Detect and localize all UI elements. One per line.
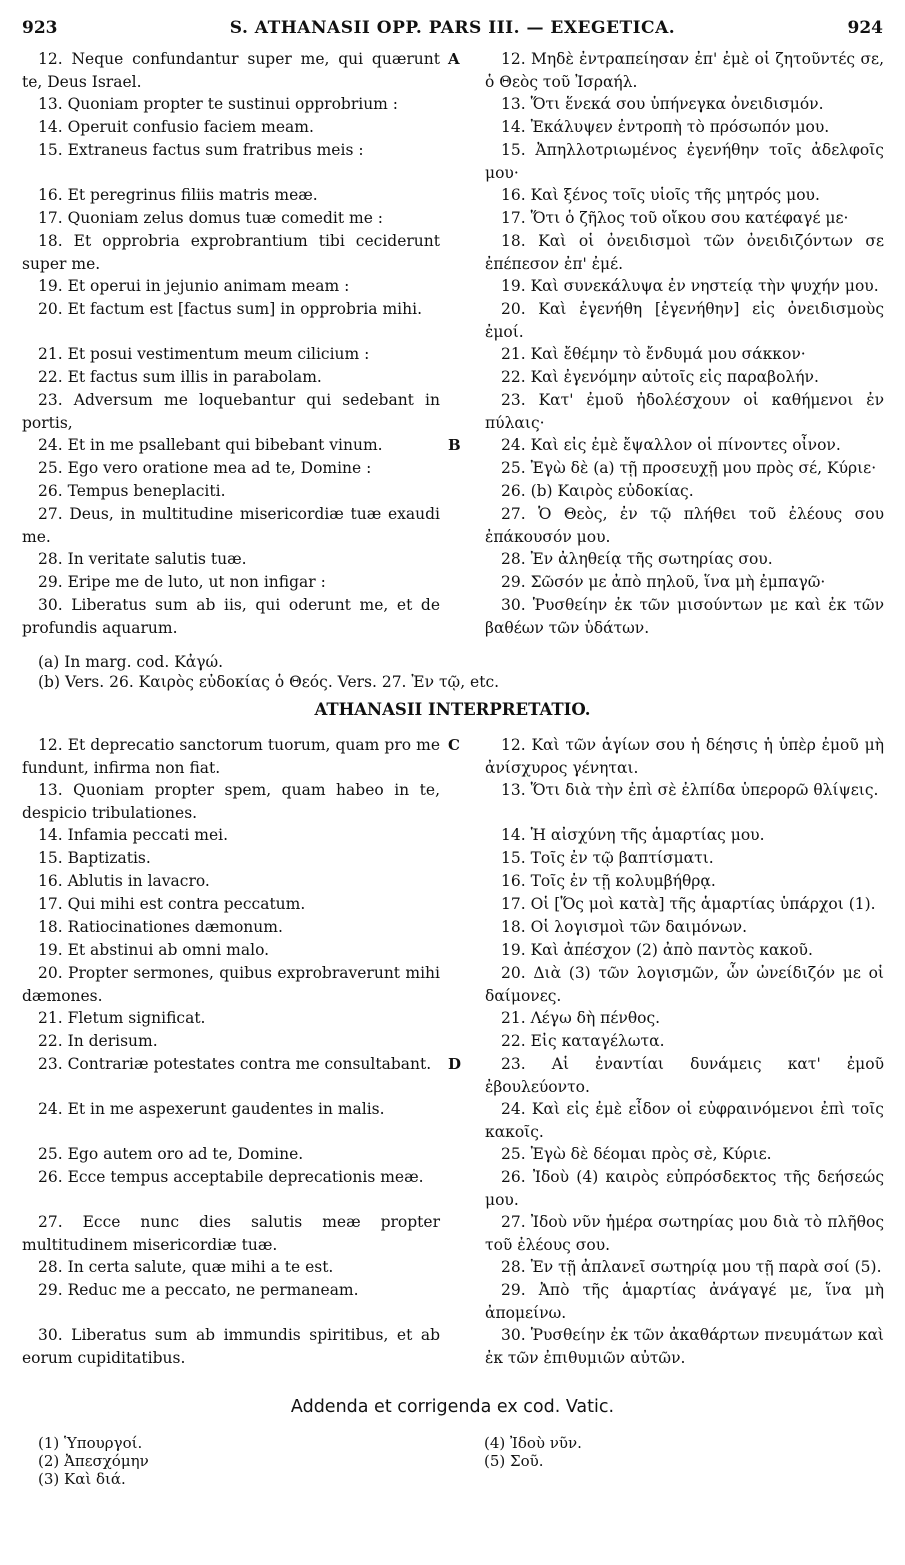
greek-verse: 16. Τοῖς ἐν τῇ κολυμβήθρᾳ. (501, 872, 716, 890)
greek-verse: 16. Καὶ ξένος τοῖς υἱοῖς τῆς μητρός μου. (501, 186, 820, 204)
verse-row (22, 939, 884, 962)
verse-row (22, 962, 884, 1007)
greek-verse: 27. Ὁ Θεὸς, ἐν τῷ πλήθει τοῦ ἐλέους σου ἐπάκουσόν μου. (485, 505, 884, 546)
verse-row (22, 389, 884, 434)
verse-row (22, 916, 884, 939)
verse-row (22, 1030, 884, 1053)
verse-row (22, 230, 884, 275)
greek-verse: 27. Ἰδοὺ νῦν ἡμέρα σωτηρίας μου διὰ τὸ πλῆθος τοῦ ἐλέους σου. (485, 1213, 884, 1254)
latin-verse: 20. Propter sermones, quibus exprobraverunt mihi dæmones. (22, 964, 440, 1005)
verse-row (22, 343, 884, 366)
verse-row (22, 779, 884, 824)
addenda-note: (2) Ἀπεσχόμην (38, 1452, 149, 1470)
margin-letter: B (448, 436, 461, 454)
latin-verse: 30. Liberatus sum ab immundis spiritibus, et ab eorum cupiditatibus. (22, 1326, 440, 1367)
greek-verse: 18. Οἱ λογισμοὶ τῶν δαιμόνων. (501, 918, 748, 936)
greek-verse: 20. Διὰ (3) τῶν λογισμῶν, ὧν ὠνείδιζόν με οἱ δαίμονες. (485, 964, 884, 1005)
addenda-note: (3) Καὶ διά. (38, 1470, 126, 1488)
section-title: ATHANASII INTERPRETATIO. (314, 700, 591, 719)
verse-row (22, 870, 884, 893)
latin-verse: 12. Et deprecatio sanctorum tuorum, quam pro me fundunt, infirma non fiat. (22, 736, 440, 777)
greek-verse: 15. Τοῖς ἐν τῷ βαπτίσματι. (501, 849, 714, 867)
latin-verse: 21. Et posui vestimentum meum cilicium : (38, 345, 370, 363)
verse-row (22, 1007, 884, 1030)
latin-verse: 22. Et factus sum illis in parabolam. (38, 368, 322, 386)
latin-verse: 18. Et opprobria exprobrantium tibi ceciderunt super me. (22, 232, 440, 273)
greek-verse: 20. Καὶ ἐγενήθη [ἐγενήθην] εἰς ὀνειδισμοὺς ἐμοί. (485, 300, 884, 341)
greek-verse: 12. Καὶ τῶν ἁγίων σου ἡ δέησις ἡ ὑπὲρ ἐμοῦ μὴ ἀνίσχυρος γένηται. (485, 736, 884, 777)
addenda-notes-right (484, 1434, 582, 1470)
latin-verse: 14. Operuit confusio faciem meam. (38, 118, 314, 136)
latin-verse: 13. Quoniam propter te sustinui opprobrium : (38, 95, 399, 113)
latin-verse: 23. Adversum me loquebantur qui sedebant in portis, (22, 391, 440, 432)
latin-verse: 12. Neque confundantur super me, qui quærunt te, Deus Israel. (22, 50, 440, 91)
verse-row (22, 184, 884, 207)
greek-verse: 21. Λέγω δὴ πένθος. (501, 1009, 661, 1027)
verse-row (22, 1098, 884, 1143)
greek-verse: 29. Ἀπὸ τῆς ἁμαρτίας ἀνάγαγέ με, ἵνα μὴ ἀπομείνω. (485, 1281, 884, 1322)
verse-row (22, 1143, 884, 1166)
verse-row (22, 298, 884, 343)
greek-verse: 17. Ὅτι ὁ ζῆλος τοῦ οἴκου σου κατέφαγέ με· (501, 209, 849, 227)
verse-row (22, 93, 884, 116)
greek-verse: 30. Ῥυσθείην ἐκ τῶν μισούντων με καὶ ἐκ τῶν βαθέων τῶν ὑδάτων. (485, 596, 884, 637)
greek-verse: 22. Καὶ ἐγενόμην αὐτοῖς εἰς παραβολήν. (501, 368, 819, 386)
addenda-title: Addenda et corrigenda ex cod. Vatic. (290, 1397, 615, 1417)
footnote-b: (b) Vers. 26. Καιρὸς εὐδοκίας ὁ Θεός. Vers. 27. Ἐν τῷ, etc. (38, 673, 500, 691)
verse-row (22, 1166, 884, 1211)
margin-letter: C (448, 736, 460, 754)
verse-row (22, 1279, 884, 1324)
greek-verse: 14. Ἐκάλυψεν ἐντροπὴ τὸ πρόσωπόν μου. (501, 118, 830, 136)
page-number-right: 924 (847, 18, 883, 38)
interpretation-parallel (22, 734, 884, 1369)
verse-row (22, 48, 884, 93)
latin-verse: 17. Quoniam zelus domus tuæ comedit me : (38, 209, 384, 227)
running-title: S. ATHANASII OPP. PARS III. — EXEGETICA. (229, 18, 676, 38)
verse-row (22, 824, 884, 847)
verse-row (22, 893, 884, 916)
footnotes (38, 652, 878, 692)
latin-verse: 25. Ego vero oratione mea ad te, Domine : (38, 459, 372, 477)
verse-row (22, 847, 884, 870)
latin-verse: 24. Et in me aspexerunt gaudentes in malis. (38, 1100, 385, 1118)
latin-verse: 19. Et operui in jejunio animam meam : (38, 277, 350, 295)
greek-verse: 26. (b) Καιρὸς εὐδοκίας. (501, 482, 694, 500)
latin-verse: 21. Fletum significat. (38, 1009, 206, 1027)
greek-verse: 19. Καὶ ἀπέσχον (2) ἀπὸ παντὸς κακοῦ. (501, 941, 813, 959)
latin-verse: 26. Tempus beneplaciti. (38, 482, 226, 500)
greek-verse: 17. Οἱ [Ὅς μοὶ κατὰ] τῆς ἁμαρτίας ὑπάρχοι (1). (501, 895, 876, 913)
greek-verse: 13. Ὅτι ἕνεκά σου ὑπήνεγκα ὀνειδισμόν. (501, 95, 824, 113)
latin-verse: 14. Infamia peccati mei. (38, 826, 229, 844)
greek-verse: 22. Εἰς καταγέλωτα. (501, 1032, 665, 1050)
greek-verse: 26. Ἰδοὺ (4) καιρὸς εὐπρόσδεκτος τῆς δεήσεώς μου. (485, 1168, 884, 1209)
greek-verse: 18. Καὶ οἱ ὀνειδισμοὶ τῶν ὀνειδιζόντων σε ἐπέπεσον ἐπ' ἐμέ. (485, 232, 884, 273)
greek-verse: 24. Καὶ εἰς ἐμὲ ἔψαλλον οἱ πίνοντες οἶνον. (501, 436, 841, 454)
latin-verse: 22. In derisum. (38, 1032, 158, 1050)
greek-verse: 28. Ἐν τῇ ἀπλανεῖ σωτηρίᾳ μου τῇ παρὰ σοί (5). (501, 1258, 882, 1276)
latin-verse: 23. Contrariæ potestates contra me consultabant. (38, 1055, 432, 1073)
psalm-text-parallel (22, 48, 884, 639)
latin-verse: 17. Qui mihi est contra peccatum. (38, 895, 306, 913)
greek-verse: 24. Καὶ εἰς ἐμὲ εἶδον οἱ εὐφραινόμενοι ἐπὶ τοῖς κακοῖς. (485, 1100, 884, 1141)
verse-row (22, 480, 884, 503)
greek-verse: 23. Κατ' ἐμοῦ ἠδολέσχουν οἱ καθήμενοι ἐν πύλαις· (485, 391, 884, 432)
page-number-left: 923 (22, 18, 58, 38)
verse-row (22, 594, 884, 639)
addenda-note: (4) Ἰδοὺ νῦν. (484, 1434, 582, 1452)
verse-row (22, 1324, 884, 1369)
latin-verse: 16. Et peregrinus filiis matris meæ. (38, 186, 318, 204)
verse-row (22, 1211, 884, 1256)
latin-verse: 27. Deus, in multitudine misericordiæ tuæ exaudi me. (22, 505, 440, 546)
greek-verse: 15. Ἀπηλλοτριωμένος ἐγενήθην τοῖς ἀδελφοῖς μου· (485, 141, 884, 182)
verse-row (22, 139, 884, 184)
verse-row (22, 1256, 884, 1279)
latin-verse: 29. Eripe me de luto, ut non infigar : (38, 573, 326, 591)
verse-row (22, 275, 884, 298)
greek-verse: 13. Ὅτι διὰ τὴν ἐπὶ σὲ ἐλπίδα ὑπερορῶ θλίψεις. (501, 781, 879, 799)
latin-verse: 15. Extraneus factus sum fratribus meis : (38, 141, 364, 159)
latin-verse: 27. Ecce nunc dies salutis meæ propter multitudinem misericordiæ tuæ. (22, 1213, 440, 1254)
greek-verse: 25. Ἐγὼ δὲ (a) τῇ προσευχῇ μου πρὸς σέ, Κύριε· (501, 459, 877, 477)
page-header (22, 18, 883, 42)
latin-verse: 19. Et abstinui ab omni malo. (38, 941, 270, 959)
verse-row (22, 734, 884, 779)
verse-row (22, 207, 884, 230)
margin-letter: A (448, 50, 460, 68)
greek-verse: 12. Μηδὲ ἐντραπείησαν ἐπ' ἐμὲ οἱ ζητοῦντές σε, ὁ Θεὸς τοῦ Ἰσραήλ. (485, 50, 884, 91)
latin-verse: 25. Ego autem oro ad te, Domine. (38, 1145, 304, 1163)
greek-verse: 23. Αἱ ἐναντίαι δυνάμεις κατ' ἐμοῦ ἐβουλεύοντο. (485, 1055, 884, 1096)
verse-row (22, 366, 884, 389)
verse-row (22, 116, 884, 139)
latin-verse: 13. Quoniam propter spem, quam habeo in te, despicio tribulationes. (22, 781, 440, 822)
verse-row (22, 457, 884, 480)
addenda-notes-left (38, 1434, 149, 1488)
verse-row (22, 1053, 884, 1098)
greek-verse: 30. Ῥυσθείην ἐκ τῶν ἀκαθάρτων πνευμάτων καὶ ἐκ τῶν ἐπιθυμιῶν αὐτῶν. (485, 1326, 884, 1367)
greek-verse: 14. Ἡ αἰσχύνη τῆς ἁμαρτίας μου. (501, 826, 765, 844)
latin-verse: 28. In veritate salutis tuæ. (38, 550, 247, 568)
greek-verse: 28. Ἐν ἀληθείᾳ τῆς σωτηρίας σου. (501, 550, 773, 568)
greek-verse: 29. Σῶσόν με ἀπὸ πηλοῦ, ἵνα μὴ ἐμπαγῶ· (501, 573, 826, 591)
latin-verse: 28. In certa salute, quæ mihi a te est. (38, 1258, 334, 1276)
verse-row (22, 571, 884, 594)
margin-letter: D (448, 1055, 462, 1073)
latin-verse: 16. Ablutis in lavacro. (38, 872, 210, 890)
verse-row (22, 434, 884, 457)
addenda-note: (5) Σοῦ. (484, 1452, 544, 1470)
verse-row (22, 503, 884, 548)
latin-verse: 24. Et in me psallebant qui bibebant vinum. (38, 436, 383, 454)
addenda-note: (1) Ὑπουργοί. (38, 1434, 143, 1452)
latin-verse: 20. Et factum est [factus sum] in opprobria mihi. (38, 300, 422, 318)
greek-verse: 25. Ἐγὼ δὲ δέομαι πρὸς σὲ, Κύριε. (501, 1145, 772, 1163)
latin-verse: 29. Reduc me a peccato, ne permaneam. (38, 1281, 359, 1299)
latin-verse: 30. Liberatus sum ab iis, qui oderunt me, et de profundis aquarum. (22, 596, 440, 637)
verse-row (22, 548, 884, 571)
latin-verse: 26. Ecce tempus acceptabile deprecationis meæ. (38, 1168, 424, 1186)
footnote-a: (a) In marg. cod. Κἀγώ. (38, 653, 224, 671)
greek-verse: 19. Καὶ συνεκάλυψα ἐν νηστείᾳ τὴν ψυχήν μου. (501, 277, 879, 295)
latin-verse: 18. Ratiocinationes dæmonum. (38, 918, 283, 936)
greek-verse: 21. Καὶ ἔθέμην τὸ ἔνδυμά μου σάκκον· (501, 345, 806, 363)
latin-verse: 15. Baptizatis. (38, 849, 151, 867)
